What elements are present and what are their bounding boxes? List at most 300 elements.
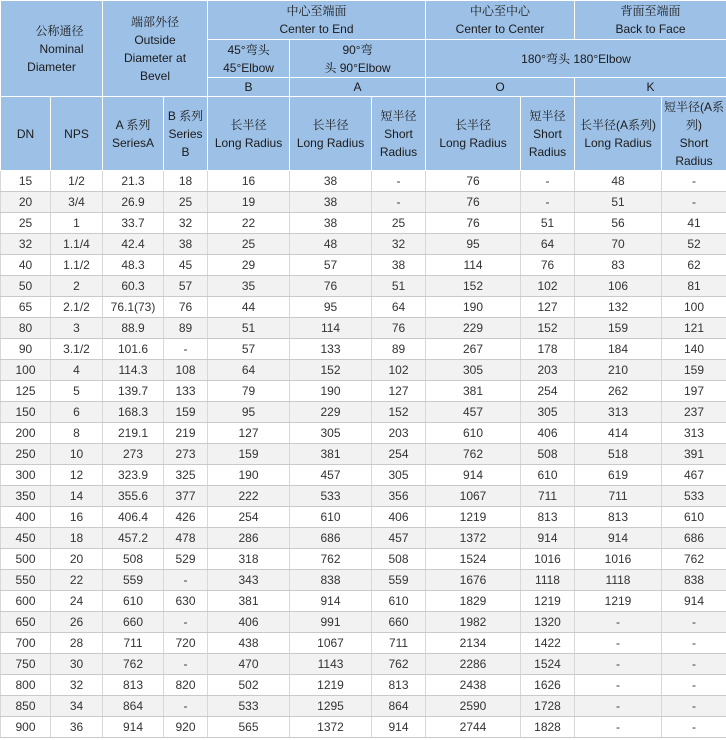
- cell-od-series-a: 48.3: [103, 255, 164, 276]
- cell-a-short-radius: 254: [372, 444, 426, 465]
- cell-b-long-radius: 64: [208, 360, 290, 381]
- cell-b-long-radius: 35: [208, 276, 290, 297]
- cell-a-long-radius: 95: [290, 297, 372, 318]
- cell-k-long-radius: 1118: [575, 570, 662, 591]
- cell-b-long-radius: 222: [208, 486, 290, 507]
- cell-a-long-radius: 305: [290, 423, 372, 444]
- series-b-en-2: B: [181, 144, 190, 159]
- cell-dn: 100: [1, 360, 51, 381]
- cell-dn: 650: [1, 612, 51, 633]
- cell-a-long-radius: 610: [290, 507, 372, 528]
- cell-dn: 250: [1, 444, 51, 465]
- cell-od-series-a: 273: [103, 444, 164, 465]
- cell-o-long-radius: 2134: [426, 633, 521, 654]
- table-row: [1, 528, 726, 549]
- cell-b-long-radius: 79: [208, 381, 290, 402]
- cell-o-short-radius: 1524: [521, 654, 575, 675]
- cell-o-long-radius: 1524: [426, 549, 521, 570]
- cell-k-short-radius: 610: [662, 507, 726, 528]
- cell-k-long-radius: 1219: [575, 591, 662, 612]
- cell-k-long-radius: 70: [575, 234, 662, 255]
- letter-b-header: B: [208, 78, 290, 97]
- cell-dn: 20: [1, 192, 51, 213]
- table-row: [1, 465, 726, 486]
- cell-b-long-radius: 57: [208, 339, 290, 360]
- table-row: [1, 675, 726, 696]
- cell-b-long-radius: 533: [208, 696, 290, 717]
- cell-o-long-radius: 229: [426, 318, 521, 339]
- letter-a-header: A: [290, 78, 426, 97]
- cell-od-series-b: -: [164, 654, 208, 675]
- elbow-180-header: 180°弯头 180°Elbow: [426, 40, 726, 78]
- cell-o-short-radius: 203: [521, 360, 575, 381]
- table-row: [1, 255, 726, 276]
- table-row: [1, 381, 726, 402]
- dn-header: DN: [1, 97, 51, 171]
- cell-a-short-radius: -: [372, 171, 426, 192]
- cell-dn: 150: [1, 402, 51, 423]
- cell-k-long-radius: 414: [575, 423, 662, 444]
- long-radius-o-header: [426, 97, 521, 171]
- lr-b-zh: 长半径: [230, 117, 267, 132]
- cell-od-series-b: -: [164, 612, 208, 633]
- cell-nps: 1.1/4: [51, 234, 103, 255]
- cell-od-series-b: 159: [164, 402, 208, 423]
- cell-o-short-radius: 102: [521, 276, 575, 297]
- cell-o-short-radius: 1828: [521, 717, 575, 738]
- cell-o-long-radius: 914: [426, 465, 521, 486]
- cell-dn: 80: [1, 318, 51, 339]
- cell-a-long-radius: 762: [290, 549, 372, 570]
- sr-k-zh-2: 列): [686, 117, 703, 132]
- cell-o-long-radius: 1676: [426, 570, 521, 591]
- cell-k-long-radius: 83: [575, 255, 662, 276]
- cell-nps: 2.1/2: [51, 297, 103, 318]
- cell-od-series-a: 355.6: [103, 486, 164, 507]
- cell-o-short-radius: 254: [521, 381, 575, 402]
- cell-o-long-radius: 2590: [426, 696, 521, 717]
- cell-k-long-radius: -: [575, 717, 662, 738]
- cell-od-series-a: 711: [103, 633, 164, 654]
- cell-nps: 32: [51, 675, 103, 696]
- cell-k-long-radius: 184: [575, 339, 662, 360]
- cell-a-short-radius: 457: [372, 528, 426, 549]
- cell-k-short-radius: 313: [662, 423, 726, 444]
- cell-o-long-radius: 267: [426, 339, 521, 360]
- cell-od-series-a: 508: [103, 549, 164, 570]
- cell-o-short-radius: -: [521, 171, 575, 192]
- cell-od-series-b: 219: [164, 423, 208, 444]
- cell-a-long-radius: 114: [290, 318, 372, 339]
- cell-dn: 90: [1, 339, 51, 360]
- cell-od-series-a: 168.3: [103, 402, 164, 423]
- cell-o-short-radius: 1320: [521, 612, 575, 633]
- cell-b-long-radius: 438: [208, 633, 290, 654]
- cell-k-long-radius: 132: [575, 297, 662, 318]
- series-b-en-1: Series: [168, 126, 203, 141]
- elbow-45-en: 45°Elbow: [223, 60, 274, 75]
- cell-a-short-radius: 38: [372, 255, 426, 276]
- cell-od-series-a: 457.2: [103, 528, 164, 549]
- cell-nps: 3: [51, 318, 103, 339]
- cell-a-short-radius: 76: [372, 318, 426, 339]
- cell-k-short-radius: -: [662, 717, 726, 738]
- series-a-header: [103, 97, 164, 171]
- cell-k-short-radius: 81: [662, 276, 726, 297]
- back-to-face-header: [575, 1, 726, 40]
- elbow-90-header: [290, 40, 426, 78]
- cell-a-long-radius: 1143: [290, 654, 372, 675]
- cell-b-long-radius: 565: [208, 717, 290, 738]
- sr-a-zh: 短半径: [380, 108, 417, 123]
- cell-b-long-radius: 286: [208, 528, 290, 549]
- table-row: [1, 486, 726, 507]
- cell-k-short-radius: 41: [662, 213, 726, 234]
- nominal-en-2: Diameter: [27, 59, 76, 74]
- cell-o-short-radius: 711: [521, 486, 575, 507]
- cell-k-long-radius: -: [575, 654, 662, 675]
- cell-a-long-radius: 229: [290, 402, 372, 423]
- cell-od-series-b: 89: [164, 318, 208, 339]
- sr-o-zh: 短半径: [529, 108, 566, 123]
- cell-od-series-b: 478: [164, 528, 208, 549]
- table-row: [1, 549, 726, 570]
- letter-k-header: K: [575, 78, 726, 97]
- cell-b-long-radius: 502: [208, 675, 290, 696]
- outside-zh: 端部外径: [131, 14, 180, 29]
- cell-o-long-radius: 114: [426, 255, 521, 276]
- cell-o-long-radius: 610: [426, 423, 521, 444]
- cell-od-series-b: -: [164, 339, 208, 360]
- cell-od-series-b: 325: [164, 465, 208, 486]
- cell-a-short-radius: 559: [372, 570, 426, 591]
- cell-k-short-radius: 467: [662, 465, 726, 486]
- sr-k-en-1: Short: [679, 135, 709, 150]
- elbow-90-en: 头 90°Elbow: [324, 60, 391, 75]
- cell-a-short-radius: 51: [372, 276, 426, 297]
- short-radius-a-header: [372, 97, 426, 171]
- elbow-45-zh: 45°弯头: [227, 42, 270, 57]
- center-center-en: Center to Center: [455, 22, 545, 36]
- cell-k-short-radius: -: [662, 696, 726, 717]
- cell-dn: 800: [1, 675, 51, 696]
- cell-od-series-b: 38: [164, 234, 208, 255]
- nps-header: NPS: [51, 97, 103, 171]
- cell-nps: 20: [51, 549, 103, 570]
- cell-b-long-radius: 44: [208, 297, 290, 318]
- cell-b-long-radius: 22: [208, 213, 290, 234]
- cell-k-long-radius: -: [575, 696, 662, 717]
- cell-od-series-a: 323.9: [103, 465, 164, 486]
- table-row: [1, 297, 726, 318]
- cell-o-long-radius: 1067: [426, 486, 521, 507]
- cell-od-series-b: 720: [164, 633, 208, 654]
- cell-o-short-radius: 610: [521, 465, 575, 486]
- sr-a-en-2: Radius: [379, 144, 418, 159]
- cell-o-long-radius: 2286: [426, 654, 521, 675]
- cell-a-long-radius: 48: [290, 234, 372, 255]
- cell-k-short-radius: 237: [662, 402, 726, 423]
- cell-o-long-radius: 1982: [426, 612, 521, 633]
- cell-k-short-radius: 197: [662, 381, 726, 402]
- cell-k-long-radius: 914: [575, 528, 662, 549]
- cell-o-long-radius: 76: [426, 171, 521, 192]
- cell-nps: 14: [51, 486, 103, 507]
- cell-nps: 12: [51, 465, 103, 486]
- long-radius-b-header: [208, 97, 290, 171]
- cell-a-short-radius: 152: [372, 402, 426, 423]
- table-row: [1, 213, 726, 234]
- lr-k-zh: 长半径(A系列): [580, 117, 657, 132]
- cell-od-series-b: 32: [164, 213, 208, 234]
- cell-a-short-radius: 813: [372, 675, 426, 696]
- cell-od-series-b: 25: [164, 192, 208, 213]
- cell-nps: 30: [51, 654, 103, 675]
- cell-dn: 750: [1, 654, 51, 675]
- cell-b-long-radius: 190: [208, 465, 290, 486]
- cell-o-short-radius: 914: [521, 528, 575, 549]
- cell-a-long-radius: 686: [290, 528, 372, 549]
- cell-dn: 500: [1, 549, 51, 570]
- cell-o-short-radius: 51: [521, 213, 575, 234]
- cell-dn: 125: [1, 381, 51, 402]
- cell-k-long-radius: 711: [575, 486, 662, 507]
- cell-o-short-radius: -: [521, 192, 575, 213]
- outside-en-1: Outside: [134, 32, 176, 47]
- cell-o-short-radius: 1728: [521, 696, 575, 717]
- cell-o-short-radius: 508: [521, 444, 575, 465]
- cell-od-series-a: 559: [103, 570, 164, 591]
- back-face-en: Back to Face: [615, 22, 686, 36]
- cell-nps: 18: [51, 528, 103, 549]
- cell-b-long-radius: 470: [208, 654, 290, 675]
- series-b-header: [164, 97, 208, 171]
- sr-a-en-1: Short: [384, 126, 413, 141]
- cell-a-short-radius: 762: [372, 654, 426, 675]
- cell-k-long-radius: 210: [575, 360, 662, 381]
- cell-k-short-radius: 140: [662, 339, 726, 360]
- table-row: [1, 192, 726, 213]
- table-row: [1, 696, 726, 717]
- cell-dn: 25: [1, 213, 51, 234]
- cell-a-long-radius: 457: [290, 465, 372, 486]
- cell-nps: 8: [51, 423, 103, 444]
- cell-a-short-radius: 102: [372, 360, 426, 381]
- cell-dn: 50: [1, 276, 51, 297]
- cell-k-short-radius: 686: [662, 528, 726, 549]
- cell-dn: 600: [1, 591, 51, 612]
- cell-b-long-radius: 318: [208, 549, 290, 570]
- cell-a-long-radius: 1219: [290, 675, 372, 696]
- table-row: [1, 234, 726, 255]
- cell-a-short-radius: 203: [372, 423, 426, 444]
- cell-k-short-radius: 52: [662, 234, 726, 255]
- cell-k-short-radius: 391: [662, 444, 726, 465]
- cell-dn: 32: [1, 234, 51, 255]
- cell-o-long-radius: 76: [426, 213, 521, 234]
- cell-b-long-radius: 25: [208, 234, 290, 255]
- lr-o-en: Long Radius: [439, 135, 507, 150]
- cell-od-series-b: 108: [164, 360, 208, 381]
- table-row: [1, 444, 726, 465]
- cell-od-series-a: 33.7: [103, 213, 164, 234]
- cell-k-short-radius: 100: [662, 297, 726, 318]
- cell-k-short-radius: 762: [662, 549, 726, 570]
- nominal-diameter-header: [1, 1, 103, 97]
- cell-od-series-b: 18: [164, 171, 208, 192]
- cell-od-series-b: 273: [164, 444, 208, 465]
- outside-en-2: Diameter at: [124, 50, 187, 65]
- table-row: [1, 507, 726, 528]
- cell-dn: 450: [1, 528, 51, 549]
- cell-od-series-a: 76.1(73): [103, 297, 164, 318]
- cell-o-long-radius: 381: [426, 381, 521, 402]
- long-radius-k-header: [575, 97, 662, 171]
- cell-k-long-radius: 262: [575, 381, 662, 402]
- cell-od-series-a: 26.9: [103, 192, 164, 213]
- cell-a-short-radius: 660: [372, 612, 426, 633]
- cell-a-short-radius: 914: [372, 717, 426, 738]
- table-row: [1, 276, 726, 297]
- cell-od-series-b: 133: [164, 381, 208, 402]
- cell-o-short-radius: 1422: [521, 633, 575, 654]
- cell-k-long-radius: -: [575, 633, 662, 654]
- cell-dn: 700: [1, 633, 51, 654]
- center-center-zh: 中心至中心: [470, 4, 531, 18]
- cell-k-short-radius: 914: [662, 591, 726, 612]
- cell-o-short-radius: 178: [521, 339, 575, 360]
- cell-b-long-radius: 16: [208, 171, 290, 192]
- long-radius-a-header: [290, 97, 372, 171]
- cell-o-short-radius: 813: [521, 507, 575, 528]
- lr-o-zh: 长半径: [455, 117, 492, 132]
- cell-od-series-b: 76: [164, 297, 208, 318]
- cell-a-long-radius: 133: [290, 339, 372, 360]
- cell-o-short-radius: 127: [521, 297, 575, 318]
- table-row: [1, 654, 726, 675]
- cell-k-short-radius: 159: [662, 360, 726, 381]
- table-row: [1, 360, 726, 381]
- cell-k-short-radius: -: [662, 171, 726, 192]
- elbow-45-header: [208, 40, 290, 78]
- cell-k-long-radius: 51: [575, 192, 662, 213]
- cell-a-short-radius: 864: [372, 696, 426, 717]
- elbow-90-zh: 90°弯: [342, 42, 373, 57]
- sr-k-en-2: Radius: [675, 153, 713, 168]
- cell-o-short-radius: 64: [521, 234, 575, 255]
- lr-a-zh: 长半径: [312, 117, 349, 132]
- cell-a-long-radius: 57: [290, 255, 372, 276]
- cell-k-short-radius: -: [662, 654, 726, 675]
- cell-o-long-radius: 2744: [426, 717, 521, 738]
- table-row: [1, 171, 726, 192]
- cell-nps: 1.1/2: [51, 255, 103, 276]
- cell-a-short-radius: 25: [372, 213, 426, 234]
- nominal-en-1: Nominal: [39, 41, 84, 56]
- cell-dn: 200: [1, 423, 51, 444]
- cell-o-long-radius: 762: [426, 444, 521, 465]
- cell-b-long-radius: 254: [208, 507, 290, 528]
- cell-o-long-radius: 1219: [426, 507, 521, 528]
- table-row: [1, 318, 726, 339]
- cell-od-series-a: 21.3: [103, 171, 164, 192]
- cell-k-short-radius: 62: [662, 255, 726, 276]
- cell-od-series-b: 920: [164, 717, 208, 738]
- cell-a-long-radius: 838: [290, 570, 372, 591]
- cell-o-short-radius: 152: [521, 318, 575, 339]
- cell-od-series-b: 529: [164, 549, 208, 570]
- cell-k-short-radius: -: [662, 192, 726, 213]
- cell-od-series-a: 813: [103, 675, 164, 696]
- cell-b-long-radius: 159: [208, 444, 290, 465]
- cell-nps: 36: [51, 717, 103, 738]
- cell-o-long-radius: 457: [426, 402, 521, 423]
- cell-od-series-b: 57: [164, 276, 208, 297]
- outside-diameter-header: [103, 1, 208, 97]
- cell-od-series-a: 864: [103, 696, 164, 717]
- cell-od-series-b: -: [164, 570, 208, 591]
- cell-od-series-b: 45: [164, 255, 208, 276]
- outside-en-3: Bevel: [140, 68, 171, 83]
- cell-k-short-radius: 533: [662, 486, 726, 507]
- table-row: [1, 591, 726, 612]
- center-to-center-header: [426, 1, 575, 40]
- sr-o-en-2: Radius: [528, 144, 567, 159]
- cell-k-long-radius: 106: [575, 276, 662, 297]
- cell-a-short-radius: 711: [372, 633, 426, 654]
- cell-a-short-radius: 32: [372, 234, 426, 255]
- cell-a-short-radius: 508: [372, 549, 426, 570]
- cell-a-short-radius: 64: [372, 297, 426, 318]
- cell-od-series-b: 377: [164, 486, 208, 507]
- cell-o-long-radius: 152: [426, 276, 521, 297]
- cell-a-long-radius: 38: [290, 213, 372, 234]
- cell-a-short-radius: 406: [372, 507, 426, 528]
- cell-od-series-a: 914: [103, 717, 164, 738]
- cell-o-long-radius: 305: [426, 360, 521, 381]
- cell-k-long-radius: 56: [575, 213, 662, 234]
- center-end-zh: 中心至端面: [286, 4, 347, 18]
- cell-a-short-radius: 89: [372, 339, 426, 360]
- cell-nps: 34: [51, 696, 103, 717]
- cell-od-series-b: 630: [164, 591, 208, 612]
- cell-a-long-radius: 533: [290, 486, 372, 507]
- cell-a-long-radius: 914: [290, 591, 372, 612]
- cell-nps: 1/2: [51, 171, 103, 192]
- table-row: [1, 633, 726, 654]
- cell-a-short-radius: 356: [372, 486, 426, 507]
- cell-od-series-a: 660: [103, 612, 164, 633]
- cell-b-long-radius: 406: [208, 612, 290, 633]
- cell-o-long-radius: 1372: [426, 528, 521, 549]
- cell-b-long-radius: 127: [208, 423, 290, 444]
- center-end-en: Center to End: [279, 22, 354, 36]
- cell-b-long-radius: 19: [208, 192, 290, 213]
- cell-nps: 3/4: [51, 192, 103, 213]
- short-radius-o-header: [521, 97, 575, 171]
- cell-a-long-radius: 38: [290, 192, 372, 213]
- cell-od-series-a: 762: [103, 654, 164, 675]
- cell-k-long-radius: 48: [575, 171, 662, 192]
- cell-k-short-radius: -: [662, 633, 726, 654]
- cell-nps: 5: [51, 381, 103, 402]
- cell-nps: 4: [51, 360, 103, 381]
- cell-od-series-a: 139.7: [103, 381, 164, 402]
- cell-k-short-radius: 121: [662, 318, 726, 339]
- cell-k-long-radius: 1016: [575, 549, 662, 570]
- cell-nps: 6: [51, 402, 103, 423]
- cell-od-series-b: 820: [164, 675, 208, 696]
